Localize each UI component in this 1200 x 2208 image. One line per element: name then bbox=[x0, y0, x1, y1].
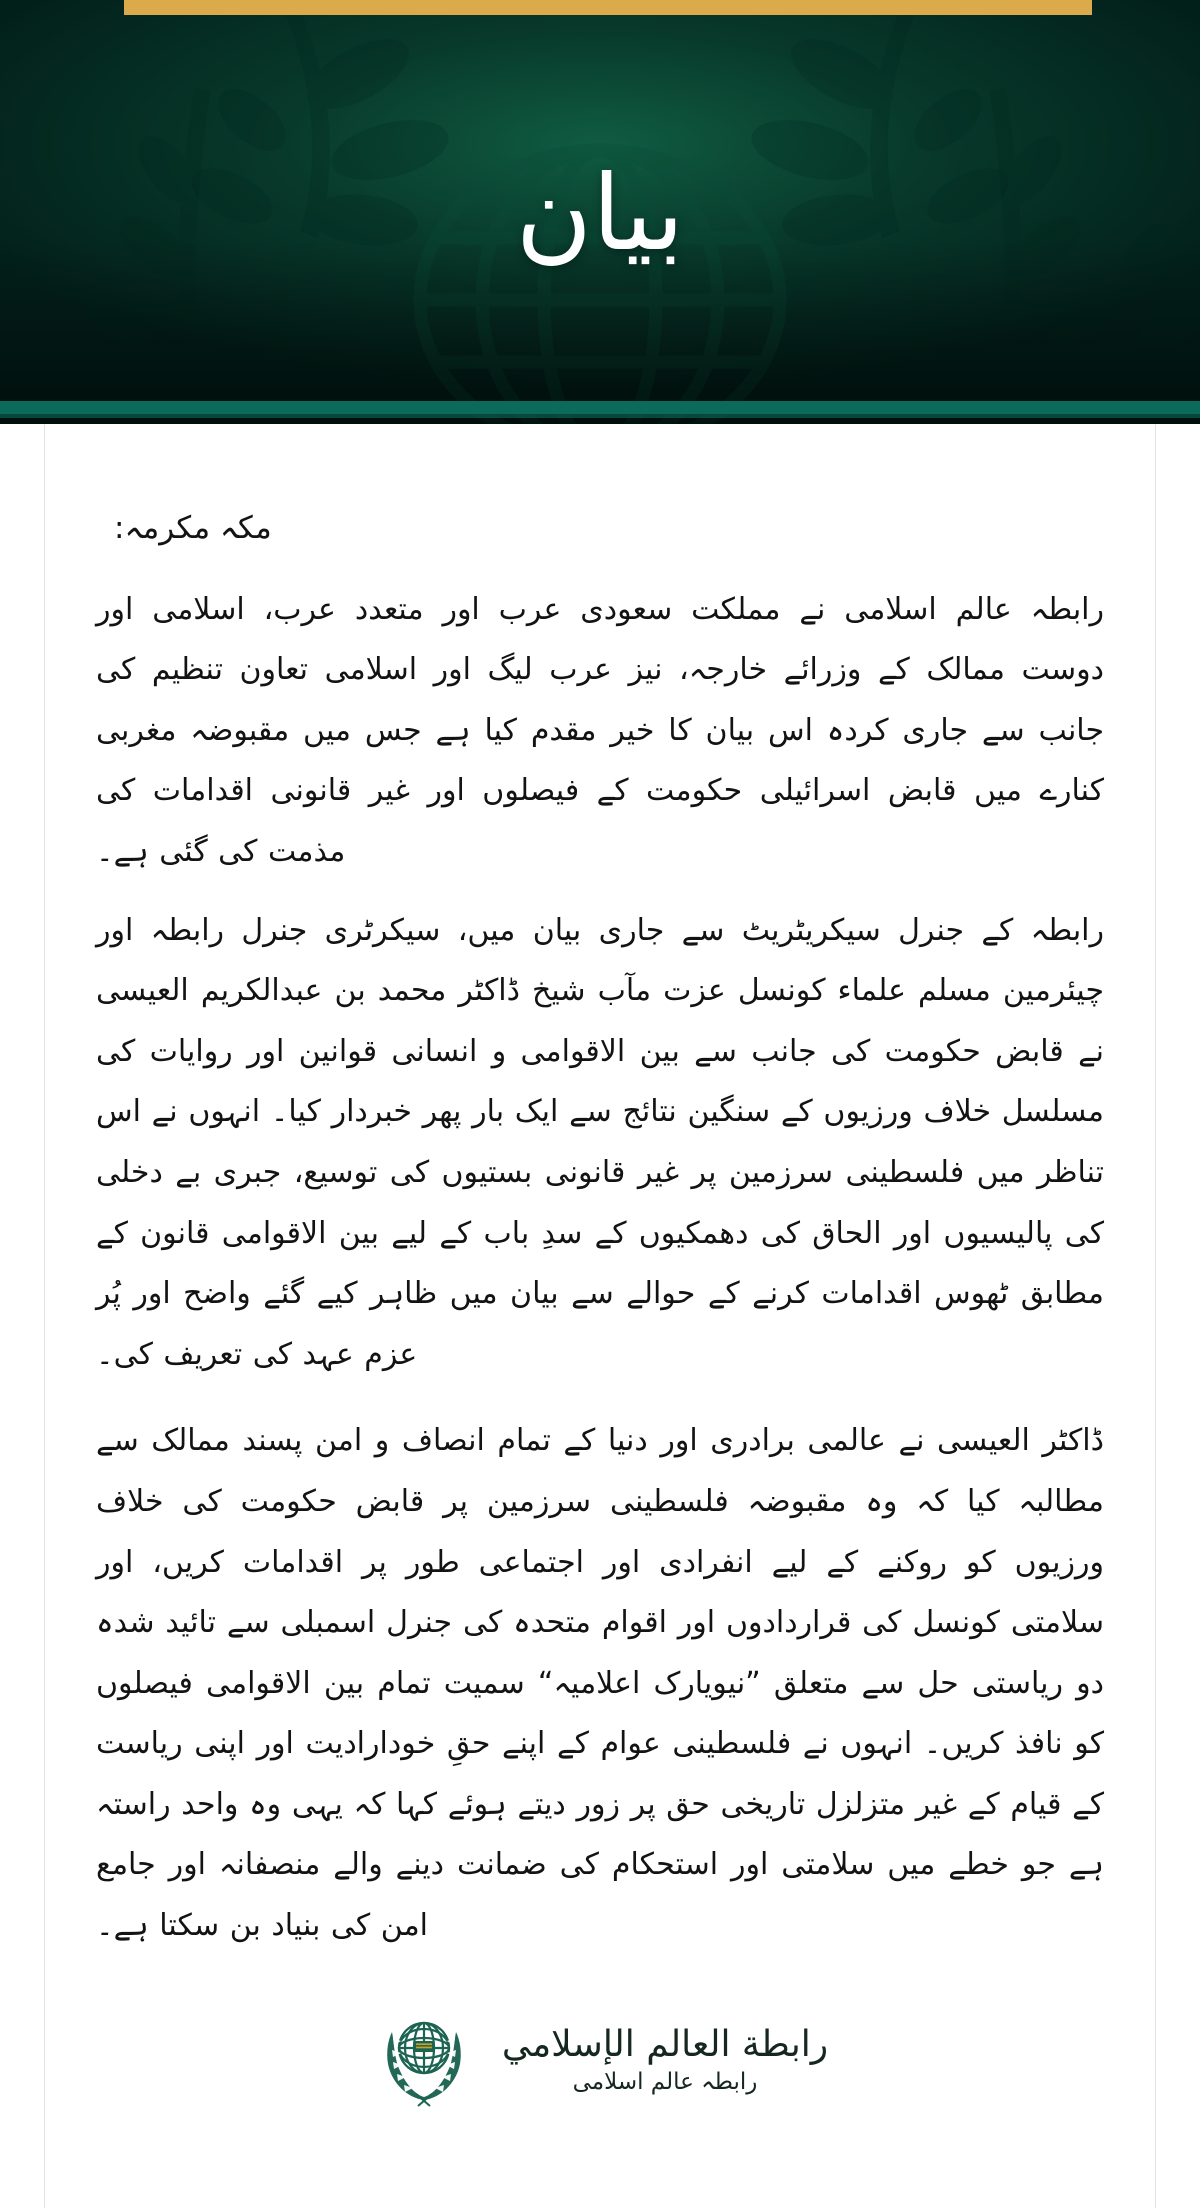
gold-accent-bar bbox=[124, 0, 1092, 15]
statement-body bbox=[0, 424, 1200, 1957]
paragraph-2: رابطہ کے جنرل سیکریٹریٹ سے جاری بیان میں، سیکرٹری جنرل رابطہ اور چیئرمین مسلم علماء کونسل عزت مآب شیخ ڈاکٹر محمد بن عبدالکریم العیسی نے قابض حکومت کی جانب سے بین الاقوامی و انسانی قوانین اور روایات کی مسلسل خلاف ورزیوں کے سنگین نتائج سے ایک بار پھر خبردار کیا۔ انہوں نے اس تناظر میں فلسطینی سرزمین پر غیر قانونی بستیوں کی توسیع، جبری بے دخلی کی پالیسیوں اور الحاق کی دھمکیوں کے سدِ باب کے لیے بین الاقوامی قانون کے مطابق ٹھوس اقدامات کرنے کے حوالے سے بیان میں ظاہر کیے گئے واضح اور پُر عزم عہد کی تعریف کی۔ bbox=[96, 912, 1105, 1372]
dateline: مکہ مکرمہ: bbox=[114, 510, 272, 546]
document-sheet bbox=[0, 424, 1200, 2208]
paragraph-1: رابطہ عالم اسلامی نے مملکت سعودی عرب اور متعدد عرب، اسلامی اور دوست ممالک کے وزرائے خارجہ، نیز عرب لیگ اور اسلامی تعاون تنظیم کی جانب سے جاری کردہ اس بیان کا خیر مقدم کیا ہے جس میں مقبوضہ مغربی کنارے میں قابض اسرائیلی حکومت کے فیصلوں اور غیر قانونی اقدامات کی مذمت کی گئی ہے۔ bbox=[96, 591, 1104, 869]
teal-stripe-shadow bbox=[0, 414, 1200, 418]
globe-laurel-wreath-icon bbox=[372, 2008, 476, 2112]
wordmark bbox=[502, 2025, 828, 2095]
wordmark-arabic: رابطة العالم الإسلامي bbox=[501, 2023, 829, 2065]
footer-logo bbox=[0, 2008, 1200, 2112]
wordmark-urdu: رابطہ عالم اسلامی bbox=[572, 2068, 758, 2095]
paragraph-3: ڈاکٹر العیسی نے عالمی برادری اور دنیا کے تمام انصاف و امن پسند ممالک سے مطالبہ کیا کہ وہ مقبوضہ فلسطینی سرزمین پر قابض حکومت کی خلاف ورزیوں کو روکنے کے لیے انفرادی اور اجتماعی طور پر اقدامات کریں، اور سلامتی کونسل کی قراردادوں اور اقوام متحدہ کی جنرل اسمبلی سے تائید شدہ دو ریاستی حل سے متعلق ”نیویارک اعلامیہ“ سمیت تمام بین الاقوامی فیصلوں کو نافذ کریں۔ انہوں نے فلسطینی عوام کے اپنے حقِ خودارادیت اور اپنی ریاست کے قیام کے غیر متزلزل تاریخی حق پر زور دیتے ہوئے کہا کہ یہی وہ واحد راستہ ہے جو خطے میں سلامتی اور استحکام کی ضمانت دینے والے منصفانہ اور جامع امن کی بنیاد بن سکتا ہے۔ bbox=[96, 1423, 1104, 1944]
page-title: بیان bbox=[515, 152, 685, 274]
header-banner bbox=[0, 0, 1200, 424]
teal-divider-stripe bbox=[0, 401, 1200, 414]
